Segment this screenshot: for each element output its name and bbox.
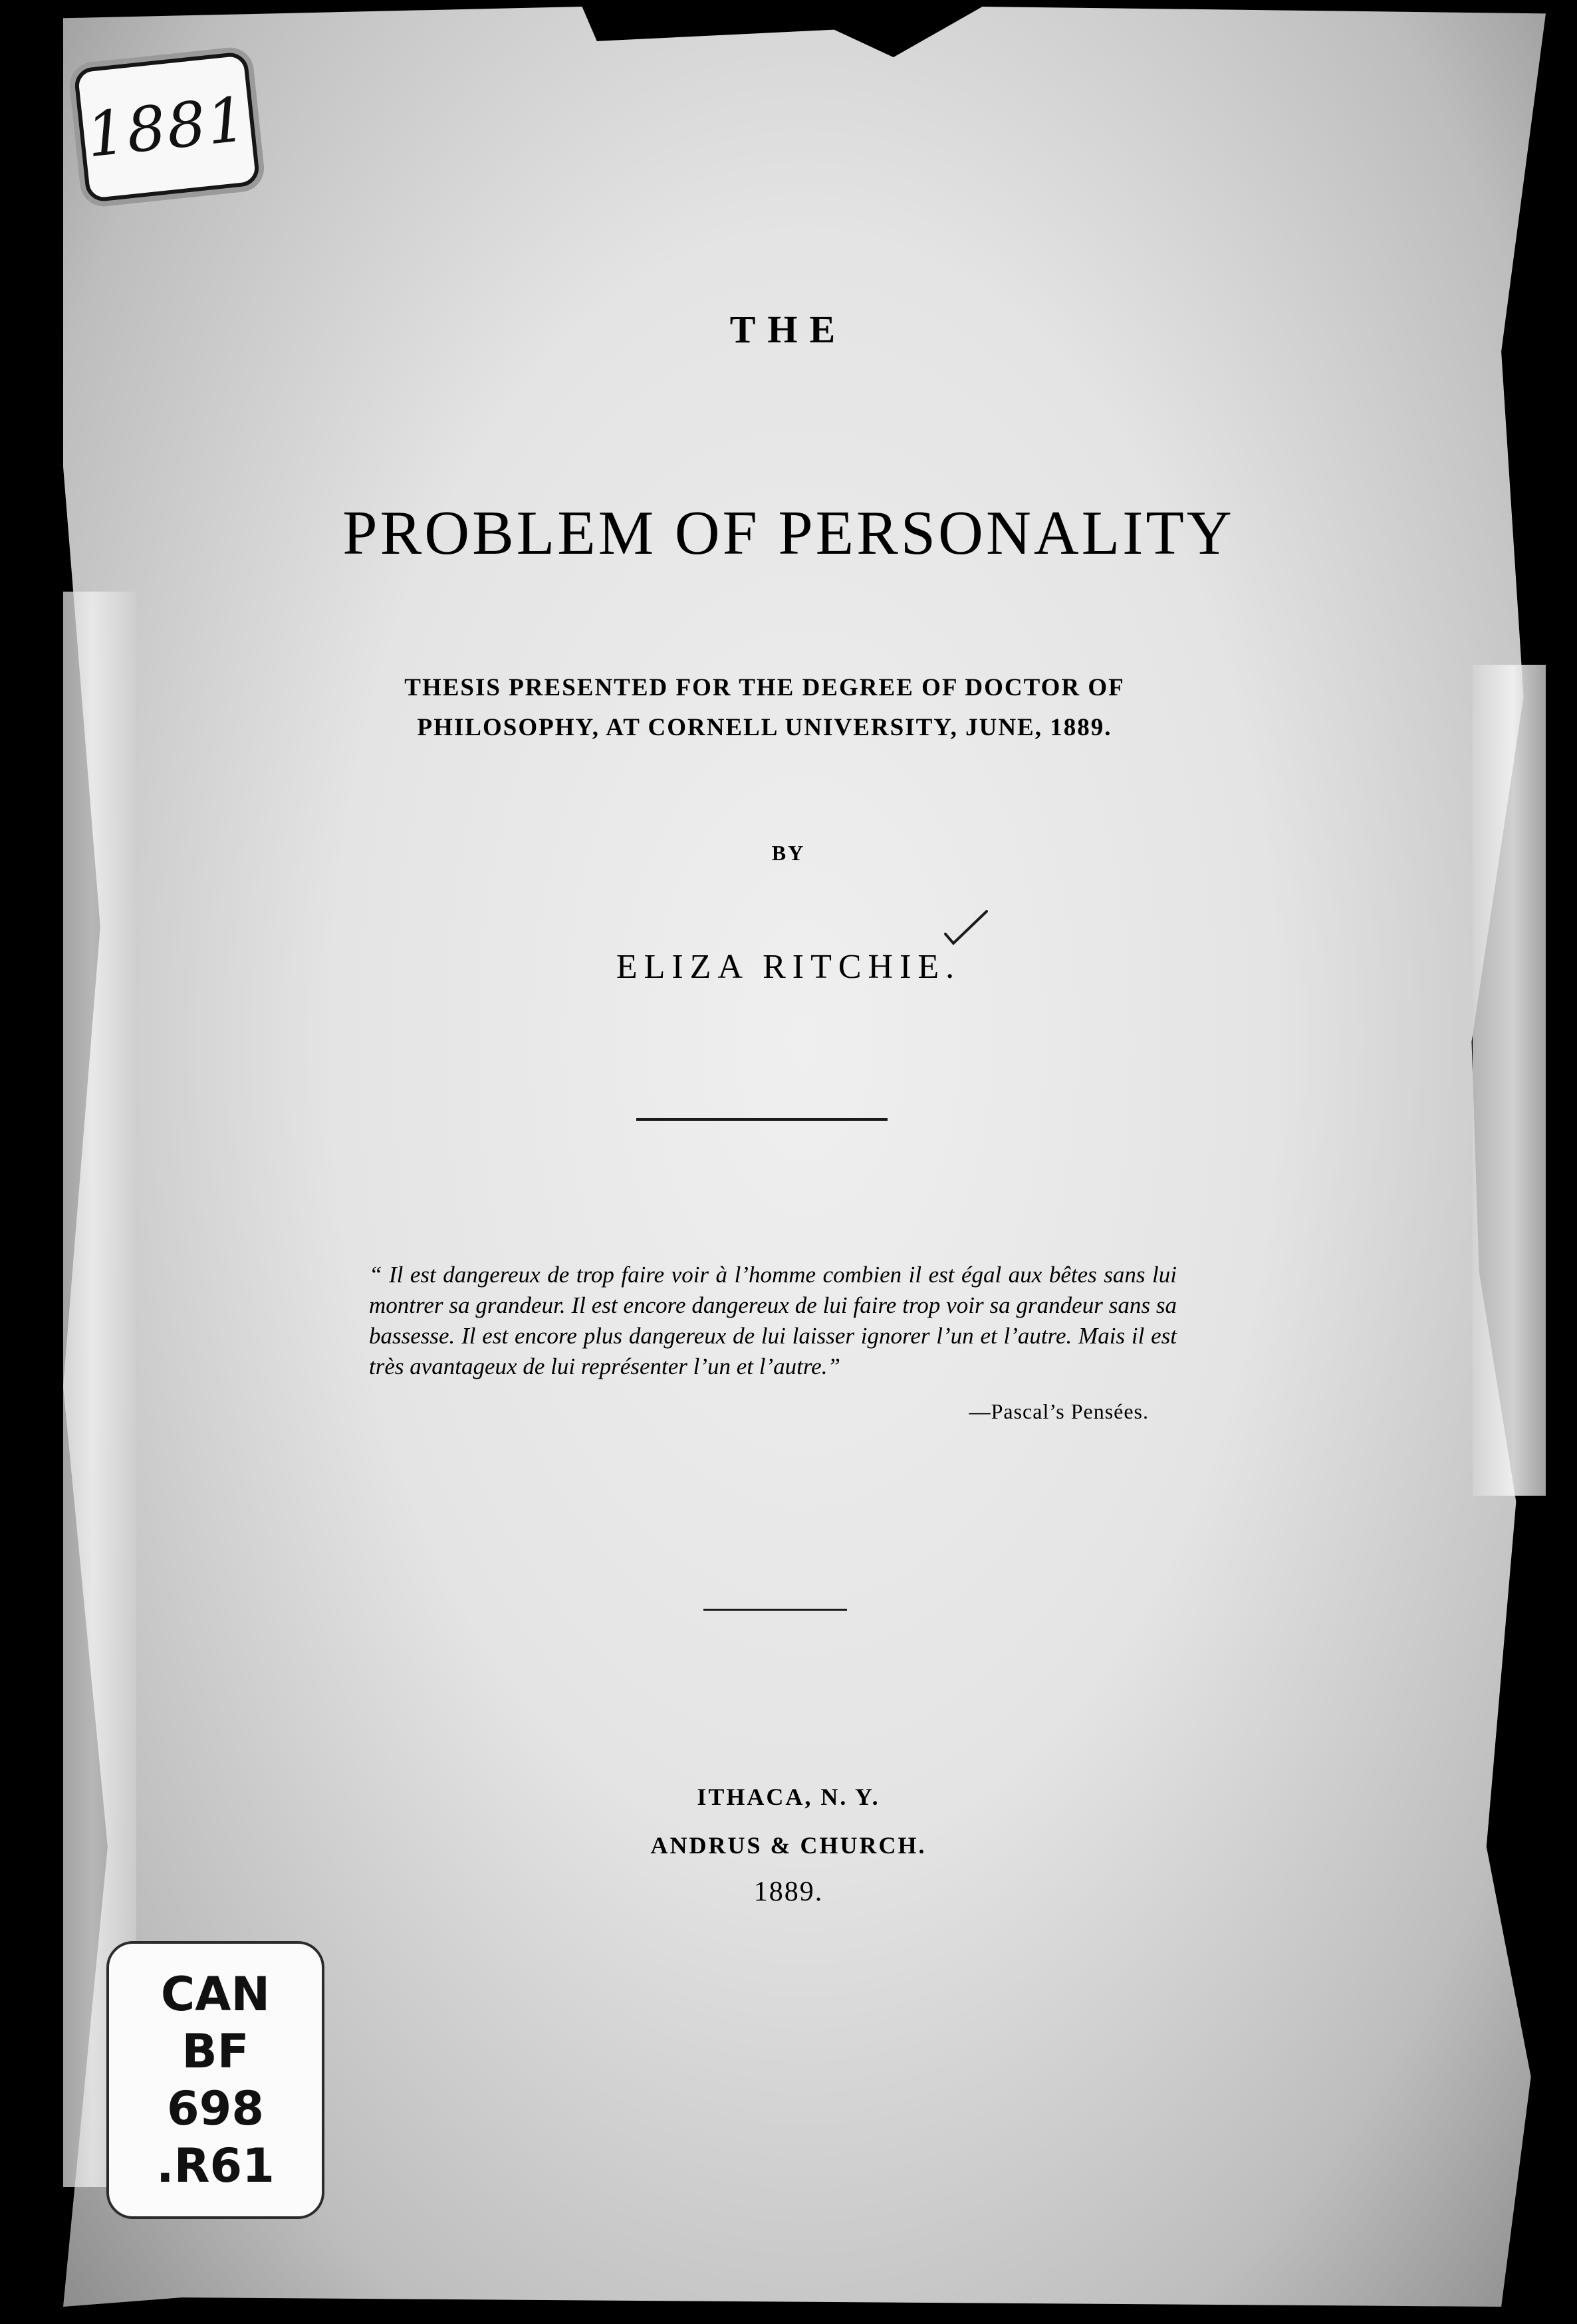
thesis-line-2: PHILOSOPHY, AT CORNELL UNIVERSITY, JUNE, 1889. <box>417 714 1112 741</box>
page-title: PROBLEM OF PERSONALITY <box>342 499 1235 568</box>
right-page-edge <box>1473 665 1546 1496</box>
author-name: ELIZA RITCHIE. <box>616 948 961 986</box>
divider-rule-top <box>636 1118 888 1121</box>
call-number-line-1: CAN <box>160 1967 271 2022</box>
by-line: BY <box>771 841 806 865</box>
call-number-line-4: .R61 <box>156 2139 275 2193</box>
imprint-publisher: ANDRUS & CHURCH. <box>650 1832 927 1859</box>
epigraph-citation: —Pascal’s Pensées. <box>969 1399 1149 1423</box>
label-number: 1881 <box>82 83 251 171</box>
divider-rule-bottom <box>703 1609 847 1611</box>
checkmark-icon <box>943 907 989 947</box>
call-number-label <box>106 1941 324 2219</box>
imprint-city: ITHACA, N. Y. <box>697 1784 880 1810</box>
call-number-line-2: BF <box>182 2024 249 2079</box>
title-article: THE <box>729 308 848 351</box>
imprint-year: 1889. <box>753 1877 824 1907</box>
library-label <box>73 51 261 203</box>
thesis-line-1: THESIS PRESENTED FOR THE DEGREE OF DOCTOR OF <box>404 674 1125 701</box>
call-number-line-3: 698 <box>166 2081 265 2136</box>
thesis-statement <box>372 668 1157 748</box>
epigraph-quote: “ Il est dangereux de trop faire voir à l’homme combien il est égal aux bêtes sans lui montrer sa grandeur. Il est encore dangereux de lui faire trop voir sa grandeur sans sa bassesse. Il est encore plus dangereux de lui laisser ignorer l’un et l’autre. Mais il est très avantageux de lui représenter l’un et l’autre.” <box>369 1262 1177 1379</box>
